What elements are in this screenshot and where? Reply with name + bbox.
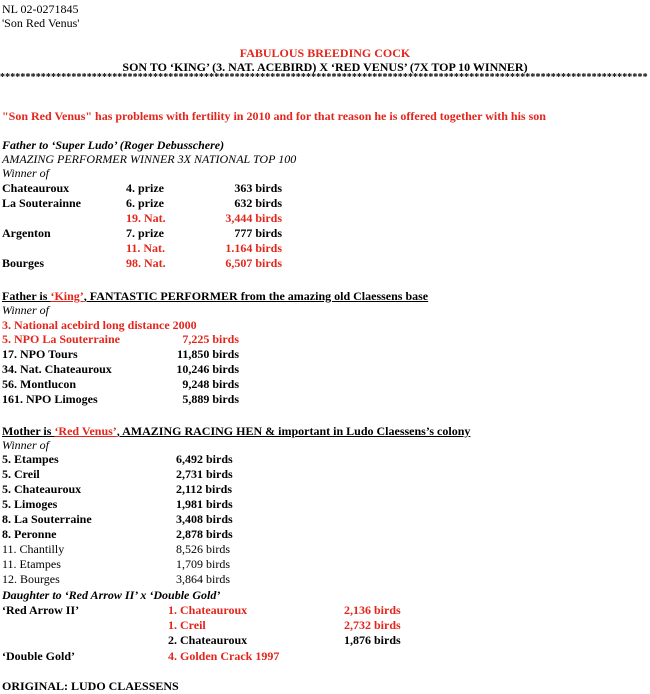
result-birds: 2,731 birds [176, 467, 233, 481]
result-place: 11. Etampes [2, 557, 61, 571]
page-title: FABULOUS BREEDING COCK [239, 46, 411, 60]
daughter-result: 2. Chateauroux [168, 633, 248, 647]
result-prize: 6. prize [126, 196, 164, 210]
double-gold-name: ‘Double Gold’ [2, 649, 76, 663]
result-place: 11. Chantilly [2, 542, 65, 556]
mother-name: ‘Red Venus’ [54, 424, 117, 438]
result-birds: 632 birds [234, 196, 282, 210]
daughter-result: 1. Creil [168, 618, 206, 632]
result-place: Bourges [2, 256, 44, 270]
daughter-birds: 2,136 birds [344, 603, 401, 617]
star-divider: ******************************************************************************************************************************* [0, 73, 648, 83]
result-birds: 1.164 birds [225, 241, 282, 255]
result-birds: 2,112 birds [176, 482, 233, 496]
result-place: 34. Nat. Chateauroux [2, 362, 112, 376]
grandfather-winner-label: Winner of [2, 166, 49, 180]
result-birds: 5,889 birds [182, 392, 239, 406]
result-place: 5. Etampes [2, 452, 59, 466]
double-gold-result: 4. Golden Crack 1997 [168, 649, 280, 663]
result-birds: 6,492 birds [176, 452, 233, 466]
result-place: Chateauroux [2, 181, 70, 195]
result-place: 56. Montlucon [2, 377, 77, 391]
result-prize: 7. prize [126, 226, 164, 240]
result-birds: 11,850 birds [176, 347, 239, 361]
daughter-heading: Daughter to ‘Red Arrow II’ x ‘Double Gold’ [2, 588, 221, 602]
result-birds: 7,225 birds [182, 332, 239, 346]
result-birds: 777 birds [234, 226, 282, 240]
result-birds: 1,981 birds [176, 497, 233, 511]
footer-origin: ORIGINAL: LUDO CLAESSENS [2, 679, 179, 693]
result-prize: 19. Nat. [126, 211, 166, 225]
grandfather-subheading: AMAZING PERFORMER WINNER 3X NATIONAL TOP 100 [2, 152, 297, 166]
mother-heading [2, 424, 470, 438]
fertility-notice: "Son Red Venus" has problems with fertility in 2010 and for that reason he is offered together with his son [2, 109, 546, 123]
result-place: La Souterainne [2, 196, 82, 210]
grandfather-heading: Father to ‘Super Ludo’ (Roger Debusschere) [2, 138, 225, 152]
daughter-result: 1. Chateauroux [168, 603, 248, 617]
father-winner-label: Winner of [2, 303, 49, 317]
result-birds: 3,408 birds [176, 512, 233, 526]
result-birds: 10,246 birds [176, 362, 239, 376]
ring-number: NL 02-0271845 [2, 2, 79, 16]
result-place: 5. NPO La Souterraine [2, 332, 120, 346]
pigeon-name: 'Son Red Venus' [2, 16, 80, 30]
result-birds: 363 birds [234, 181, 282, 195]
result-birds: 3,864 birds [176, 572, 230, 586]
result-place: 8. Peronne [2, 527, 57, 541]
result-place: Argenton [2, 226, 51, 240]
result-place: 5. Chateauroux [2, 482, 82, 496]
mother-winner-label: Winner of [2, 438, 49, 452]
result-place: 17. NPO Tours [2, 347, 78, 361]
father-acebird: 3. National acebird long distance 2000 [2, 318, 197, 332]
result-place: 12. Bourges [2, 572, 60, 586]
result-place: 5. Creil [2, 467, 40, 481]
result-birds: 1,709 birds [176, 557, 230, 571]
result-birds: 2,878 birds [176, 527, 233, 541]
father-name: ‘King’ [50, 289, 84, 303]
mother-heading-suffix: , AMAZING RACING HEN & important in Ludo Claessens’s colony [116, 424, 471, 438]
result-prize: 4. prize [126, 181, 164, 195]
daughter-birds: 1,876 birds [344, 633, 401, 647]
result-place: 5. Limoges [2, 497, 58, 511]
page-subtitle: SON TO ‘KING’ (3. NAT. ACEBIRD) X ‘RED VENUS’ (7X TOP 10 WINNER) [122, 60, 528, 74]
result-prize: 11. Nat. [126, 241, 165, 255]
result-place: 8. La Souterraine [2, 512, 92, 526]
father-heading-suffix: , FANTASTIC PERFORMER from the amazing old Claessens base [83, 289, 429, 303]
result-birds: 6,507 birds [225, 256, 282, 270]
result-prize: 98. Nat. [126, 256, 166, 270]
daughter-parent-name: ‘Red Arrow II’ [2, 603, 80, 617]
father-heading [2, 289, 428, 303]
daughter-birds: 2,732 birds [344, 618, 401, 632]
result-place: 161. NPO Limoges [2, 392, 98, 406]
mother-heading-prefix: Mother is [2, 424, 55, 438]
result-birds: 9,248 birds [182, 377, 239, 391]
result-birds: 3,444 birds [225, 211, 282, 225]
father-heading-prefix: Father is [2, 289, 51, 303]
result-birds: 8,526 birds [176, 542, 230, 556]
